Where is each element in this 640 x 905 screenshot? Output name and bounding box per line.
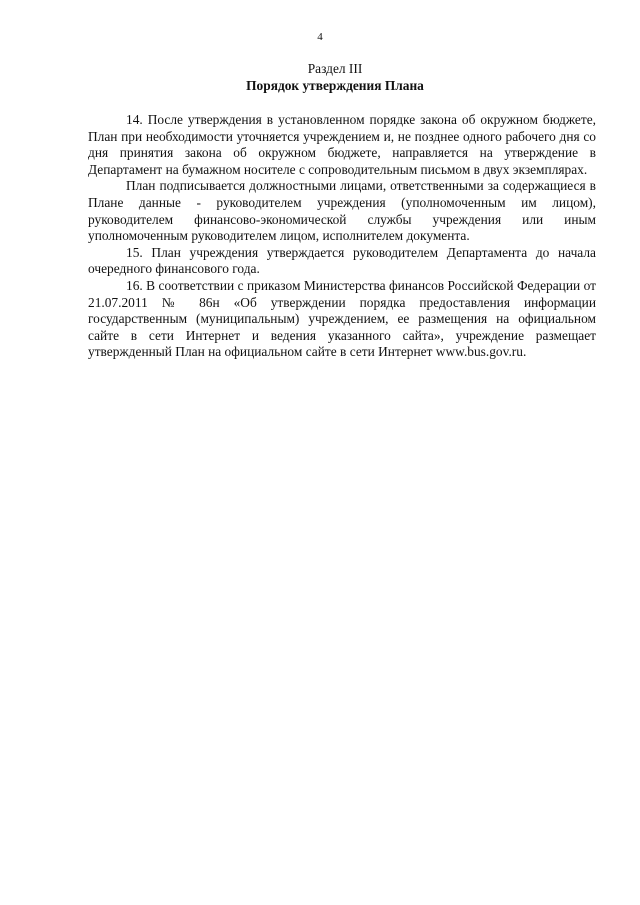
section-title: Порядок утверждения Плана [246, 78, 424, 93]
paragraph-14: 14. После утверждения в установленном порядке закона об окружном бюджете, План при необходимости уточняется учреждением и, не позднее одного рабочего дня со дня принятия закона об окружном бюджете, направляется на утверждение в Департамент на бумажном носителе с сопроводительным письмом в двух экземплярах. [88, 112, 596, 177]
document-body [88, 112, 596, 361]
section-label: Раздел III [307, 61, 363, 76]
paragraph-15: 15. План учреждения утверждается руководителем Департамента до начала очередного финансового года. [88, 244, 596, 277]
website-url: www.bus.gov.ru. [435, 344, 527, 360]
page-number: 4 [317, 31, 323, 43]
paragraph-16-text: 16. В соответствии с приказом Министерства финансов Российской Федерации от 21.07.2011 № 86н «Об утверждении порядка предоставления информации государственным (муниципальным) учреждением, ее размещения на официальном сайте в сети Интернет и ведения указанного сайта», учреждение размещает утвержденный План на официальном сайте в сети Интернет [88, 277, 596, 360]
paragraph-signatures: План подписывается должностными лицами, ответственными за содержащиеся в Плане данные - руководителем учреждения (уполномоченным им лицом), руководителем финансово-экономической службы учреждения или иным уполномоченным руководителем лицом, исполнителем документа. [88, 178, 596, 244]
paragraph-16 [88, 278, 596, 361]
